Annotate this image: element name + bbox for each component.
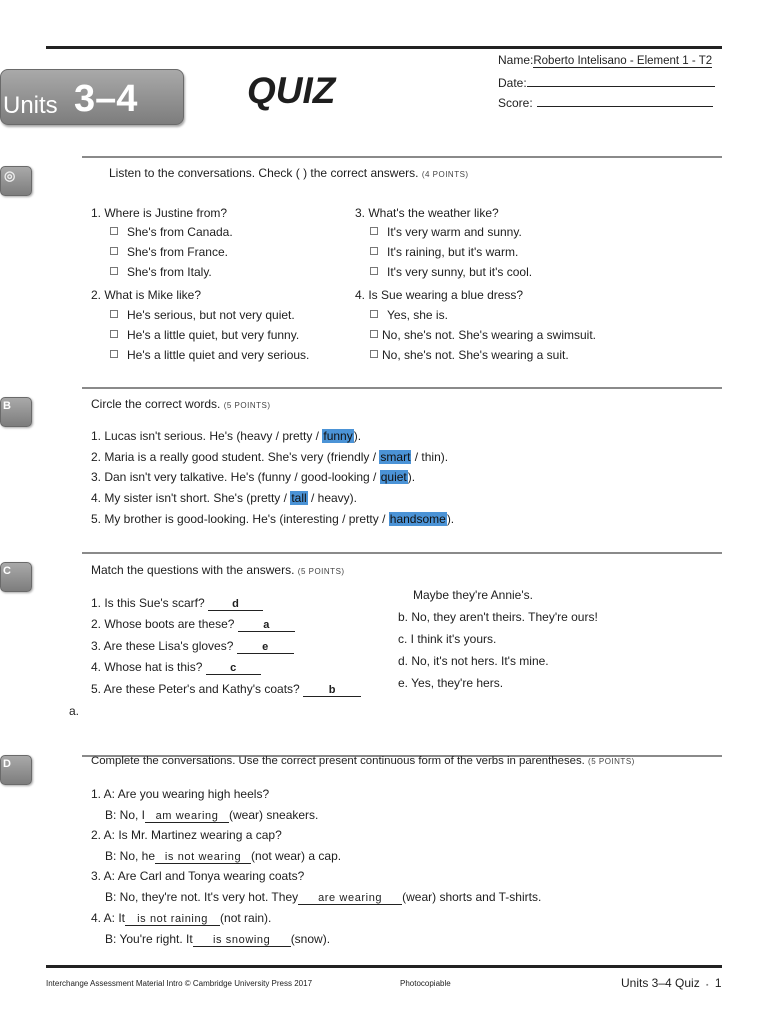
footer-photocopiable: Photocopiable xyxy=(400,979,451,988)
section-a-instruction-text: Listen to the conversations. Check ( ) the correct answers. xyxy=(109,166,419,180)
answer-blank-c4[interactable]: c xyxy=(206,662,261,675)
section-b-tab: B xyxy=(0,397,32,427)
section-c-rule xyxy=(82,552,722,554)
name-label: Name: xyxy=(498,53,534,67)
section-b-points: (5 POINTS) xyxy=(223,401,271,410)
section-d-instruction-text: Complete the conversations. Use the correct present continuous form of the verbs in parentheses. xyxy=(91,755,585,767)
name-field[interactable] xyxy=(498,53,730,68)
option-a1-2[interactable]: She's from France. xyxy=(110,245,228,259)
answer-c-b: b. No, they aren't theirs. They're ours! xyxy=(398,610,598,624)
date-label: Date: xyxy=(498,76,527,90)
page-title: QUIZ xyxy=(247,70,336,111)
question-c1: 1. Is this Sue's scarf? d xyxy=(91,596,263,611)
dialog-d4b: B: You're right. It is snowing (snow). xyxy=(105,932,331,946)
footer-quiz-label: Units 3–4 Quiz ▪ 1 xyxy=(621,976,722,990)
item-b5: 5. My brother is good-looking. He's (interesting / pretty / handsome). xyxy=(91,512,455,526)
question-c3: 3. Are these Lisa's gloves? e xyxy=(91,639,294,654)
item-b4: 4. My sister isn't short. She's (pretty / tall / heavy). xyxy=(91,491,358,505)
selected-word[interactable]: smart xyxy=(380,450,411,464)
option-a2-3[interactable]: He's a little quiet and very serious. xyxy=(110,348,309,362)
answer-c-c: c. I think it's yours. xyxy=(398,632,497,646)
fill-blank-d5[interactable]: is snowing xyxy=(193,934,291,947)
dialog-d1a: 1. A: Are you wearing high heels? xyxy=(91,787,270,801)
audio-icon: ◎ xyxy=(4,168,16,183)
option-a4-1[interactable]: Yes, she is. xyxy=(370,308,448,322)
stray-label-a: a. xyxy=(69,704,80,718)
fill-blank-d2[interactable]: is not wearing xyxy=(155,851,251,864)
option-a3-3[interactable]: It's very sunny, but it's cool. xyxy=(370,265,532,279)
date-line xyxy=(527,74,715,87)
selected-word[interactable]: funny xyxy=(323,429,353,443)
score-line xyxy=(537,94,713,107)
selected-word[interactable]: handsome xyxy=(389,512,446,526)
answer-blank-c2[interactable]: a xyxy=(238,619,295,632)
section-d-points: (5 POINTS) xyxy=(588,757,635,766)
option-a1-3[interactable]: She's from Italy. xyxy=(110,265,212,279)
section-a-points: (4 POINTS) xyxy=(421,170,469,179)
bullet-icon: ▪ xyxy=(706,982,709,989)
selected-word[interactable]: quiet xyxy=(380,470,407,484)
checkbox-icon[interactable] xyxy=(370,247,378,255)
item-b1: 1. Lucas isn't serious. He's (heavy / pretty / funny). xyxy=(91,429,362,443)
option-a2-1[interactable]: He's serious, but not very quiet. xyxy=(110,308,295,322)
section-b-rule xyxy=(82,387,722,389)
name-value: Roberto Intelisano - Element 1 - T2 xyxy=(533,55,713,67)
date-field[interactable] xyxy=(498,74,715,90)
dialog-d3a: 3. A: Are Carl and Tonya wearing coats? xyxy=(91,869,305,883)
units-number: 3–4 xyxy=(74,78,138,120)
question-a2: 2. What is Mike like? xyxy=(91,288,202,302)
item-b2: 2. Maria is a really good student. She's very (friendly / smart / thin). xyxy=(91,450,449,464)
footer-rule xyxy=(46,965,722,968)
fill-blank-d1[interactable]: am wearing xyxy=(145,810,229,823)
units-word: Units xyxy=(3,92,58,119)
dialog-d4a: 4. A: It is not raining (not rain). xyxy=(91,911,272,925)
checkbox-icon[interactable] xyxy=(370,330,378,338)
option-a4-2[interactable]: No, she's not. She's wearing a swimsuit. xyxy=(370,328,596,342)
answer-blank-c1[interactable]: d xyxy=(208,598,263,611)
item-b3: 3. Dan isn't very talkative. He's (funny / good-looking / quiet). xyxy=(91,470,416,484)
checkbox-icon[interactable] xyxy=(370,227,378,235)
score-field[interactable] xyxy=(498,94,713,110)
checkbox-icon[interactable] xyxy=(110,267,118,275)
checkbox-icon[interactable] xyxy=(110,227,118,235)
units-tab xyxy=(0,69,184,125)
section-b-instruction-text: Circle the correct words. xyxy=(91,397,221,411)
option-a2-2[interactable]: He's a little quiet, but very funny. xyxy=(110,328,299,342)
answer-blank-c5[interactable]: b xyxy=(303,684,361,697)
question-c4: 4. Whose hat is this? c xyxy=(91,660,261,675)
fill-blank-d4[interactable]: is not raining xyxy=(125,913,220,926)
option-a3-2[interactable]: It's raining, but it's warm. xyxy=(370,245,518,259)
checkbox-icon[interactable] xyxy=(370,350,378,358)
checkbox-icon[interactable] xyxy=(370,310,378,318)
section-b-instruction xyxy=(91,397,271,411)
option-a4-3[interactable]: No, she's not. She's wearing a suit. xyxy=(370,348,569,362)
answer-c-d: d. No, it's not hers. It's mine. xyxy=(398,654,549,668)
score-label: Score: xyxy=(498,96,533,110)
checkbox-icon[interactable] xyxy=(110,330,118,338)
answer-c-e: e. Yes, they're hers. xyxy=(398,676,504,690)
section-c-points: (5 POINTS) xyxy=(297,567,345,576)
section-d-tab: D xyxy=(0,755,32,785)
top-rule xyxy=(46,46,722,49)
section-d-instruction xyxy=(91,755,635,767)
checkbox-icon[interactable] xyxy=(110,350,118,358)
section-c-tab: C xyxy=(0,562,32,592)
question-c2: 2. Whose boots are these? a xyxy=(91,617,295,632)
dialog-d3b: B: No, they're not. It's very hot. They are wearing (wear) shorts and T-shirts. xyxy=(105,890,542,904)
section-c-instruction xyxy=(91,563,345,577)
question-a3: 3. What's the weather like? xyxy=(355,206,499,220)
answer-c-a: Maybe they're Annie's. xyxy=(413,588,533,602)
dialog-d1b: B: No, I am wearing (wear) sneakers. xyxy=(105,808,319,822)
dialog-d2a: 2. A: Is Mr. Martinez wearing a cap? xyxy=(91,828,282,842)
section-a-rule xyxy=(82,156,722,158)
question-c5: 5. Are these Peter's and Kathy's coats? b xyxy=(91,682,361,697)
page-number: 1 xyxy=(714,976,722,990)
option-a3-1[interactable]: It's very warm and sunny. xyxy=(370,225,522,239)
question-a4: 4. Is Sue wearing a blue dress? xyxy=(355,288,524,302)
checkbox-icon[interactable] xyxy=(370,267,378,275)
question-a1: 1. Where is Justine from? xyxy=(91,206,228,220)
section-c-instruction-text: Match the questions with the answers. xyxy=(91,563,295,577)
section-a-instruction xyxy=(109,166,469,180)
answer-blank-c3[interactable]: e xyxy=(237,641,294,654)
checkbox-icon[interactable] xyxy=(110,310,118,318)
option-a1-1[interactable]: She's from Canada. xyxy=(110,225,233,239)
checkbox-icon[interactable] xyxy=(110,247,118,255)
fill-blank-d3[interactable]: are wearing xyxy=(298,892,402,905)
section-a-tab xyxy=(0,166,32,196)
footer-copyright: Interchange Assessment Material Intro © Cambridge University Press 2017 xyxy=(46,979,313,988)
dialog-d2b: B: No, he is not wearing (not wear) a cap. xyxy=(105,849,342,863)
selected-word[interactable]: tall xyxy=(291,491,307,505)
